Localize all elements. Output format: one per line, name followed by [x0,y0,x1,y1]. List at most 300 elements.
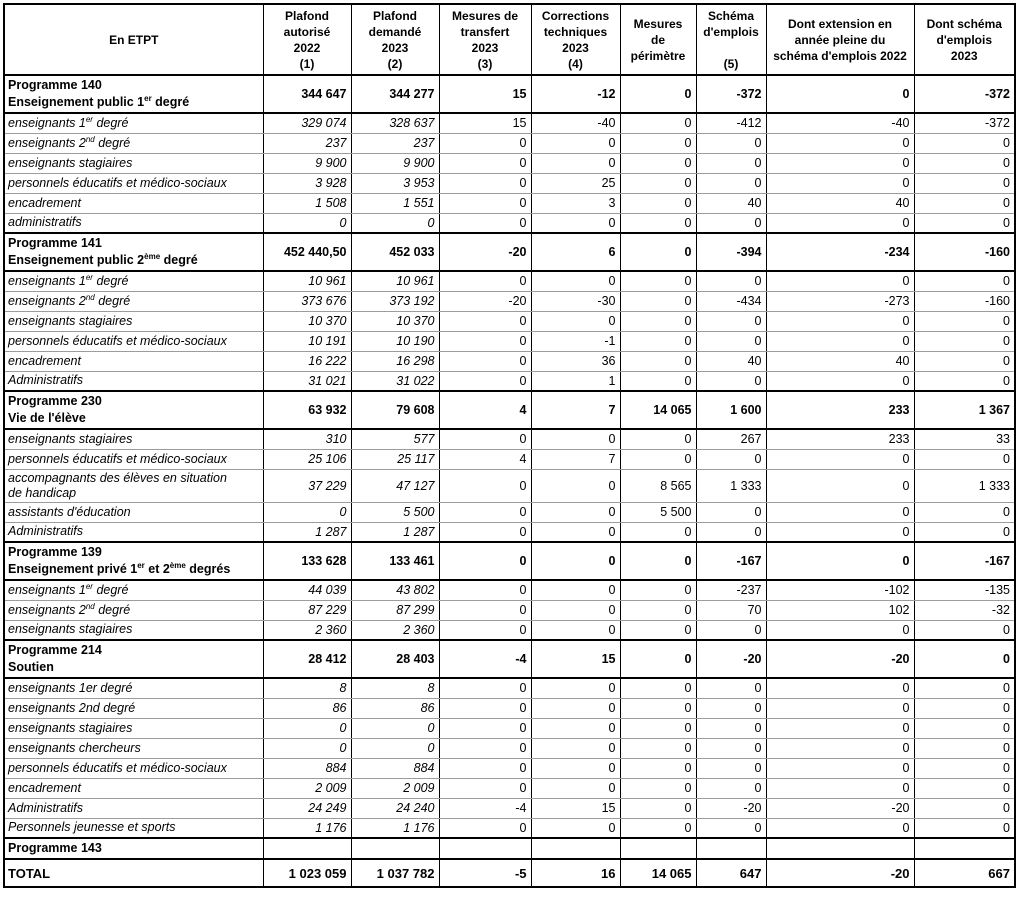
p214-stagiaires-value-extension-annee-pleine-2022: 0 [766,718,914,738]
p214-jeunesse-sports-value-plafond-autorise-2022: 1 176 [263,818,351,838]
table-body [4,75,1015,887]
programme-140-value-schema-emplois: -372 [696,75,766,113]
programme-143-value-schema-emplois-2023 [914,838,1015,859]
p140-medico-sociaux-value-corrections-techniques-2023: 25 [531,173,620,193]
p141-enseignants-1er-value-schema-emplois-2023: 0 [914,271,1015,291]
programme-140-row [4,75,1015,113]
column-header-schema-emplois: Schéma d'emplois (5) [696,4,766,75]
p214-encadrement-row [4,778,1015,798]
p141-stagiaires-value-plafond-demande-2023: 10 370 [351,311,439,331]
p214-enseignants-2nd-value-schema-emplois-2023: 0 [914,698,1015,718]
p214-chercheurs-value-extension-annee-pleine-2022: 0 [766,738,914,758]
total-label: TOTAL [4,859,263,887]
p139-enseignants-1er-value-extension-annee-pleine-2022: -102 [766,580,914,600]
p214-stagiaires-row [4,718,1015,738]
programme-230-row [4,391,1015,429]
p140-administratifs-value-schema-emplois-2023: 0 [914,213,1015,233]
p140-encadrement-row [4,193,1015,213]
programme-139-row [4,542,1015,580]
p214-jeunesse-sports-value-mesures-perimetre: 0 [620,818,696,838]
p140-encadrement-label: encadrement [4,193,263,213]
p140-encadrement-value-mesures-transfert-2023: 0 [439,193,531,213]
column-header-plafond-demande-2023: Plafond demandé 2023 (2) [351,4,439,75]
p230-accompagnants-label: accompagnants des élèves en situation de handicap [4,469,263,502]
p214-enseignants-2nd-value-schema-emplois: 0 [696,698,766,718]
p141-medico-sociaux-value-mesures-perimetre: 0 [620,331,696,351]
p214-chercheurs-value-mesures-transfert-2023: 0 [439,738,531,758]
programme-141-value-mesures-perimetre: 0 [620,233,696,271]
programme-139-value-schema-emplois-2023: -167 [914,542,1015,580]
p214-enseignants-1er-value-corrections-techniques-2023: 0 [531,678,620,698]
p214-administratifs-value-plafond-demande-2023: 24 240 [351,798,439,818]
p230-medico-sociaux-value-schema-emplois: 0 [696,449,766,469]
programme-141-value-schema-emplois-2023: -160 [914,233,1015,271]
p139-stagiaires-value-schema-emplois: 0 [696,620,766,640]
programme-230-value-extension-annee-pleine-2022: 233 [766,391,914,429]
p140-encadrement-value-plafond-demande-2023: 1 551 [351,193,439,213]
p214-enseignants-1er-row [4,678,1015,698]
column-header-extension-annee-pleine-2022: Dont extension en année pleine du schéma d'emplois 2022 [766,4,914,75]
p214-enseignants-1er-value-plafond-demande-2023: 8 [351,678,439,698]
total-value-schema-emplois: 647 [696,859,766,887]
p141-administratifs-value-schema-emplois: 0 [696,371,766,391]
corner-header: En ETPT [4,4,263,75]
p230-medico-sociaux-value-schema-emplois-2023: 0 [914,449,1015,469]
p230-stagiaires-value-corrections-techniques-2023: 0 [531,429,620,449]
p141-enseignants-1er-value-mesures-transfert-2023: 0 [439,271,531,291]
p141-stagiaires-value-mesures-transfert-2023: 0 [439,311,531,331]
p141-medico-sociaux-value-plafond-demande-2023: 10 190 [351,331,439,351]
p140-enseignants-2nd-value-mesures-perimetre: 0 [620,133,696,153]
p214-medico-sociaux-value-mesures-transfert-2023: 0 [439,758,531,778]
p139-enseignants-1er-value-mesures-perimetre: 0 [620,580,696,600]
p140-enseignants-1er-value-schema-emplois-2023: -372 [914,113,1015,133]
p230-assistants-row [4,502,1015,522]
p140-enseignants-1er-value-mesures-perimetre: 0 [620,113,696,133]
total-value-plafond-autorise-2022: 1 023 059 [263,859,351,887]
p230-stagiaires-value-schema-emplois: 267 [696,429,766,449]
p214-jeunesse-sports-value-plafond-demande-2023: 1 176 [351,818,439,838]
p141-encadrement-value-extension-annee-pleine-2022: 40 [766,351,914,371]
programme-214-value-schema-emplois-2023: 0 [914,640,1015,678]
p140-administratifs-value-plafond-demande-2023: 0 [351,213,439,233]
p214-enseignants-1er-value-extension-annee-pleine-2022: 0 [766,678,914,698]
programme-143-value-plafond-autorise-2022 [263,838,351,859]
p140-enseignants-2nd-value-plafond-demande-2023: 237 [351,133,439,153]
p140-stagiaires-value-plafond-demande-2023: 9 900 [351,153,439,173]
p214-encadrement-value-mesures-transfert-2023: 0 [439,778,531,798]
programme-139-value-mesures-transfert-2023: 0 [439,542,531,580]
p230-medico-sociaux-value-plafond-demande-2023: 25 117 [351,449,439,469]
column-header-schema-emplois-2023: Dont schéma d'emplois 2023 [914,4,1015,75]
p140-enseignants-1er-value-schema-emplois: -412 [696,113,766,133]
programme-140-value-plafond-demande-2023: 344 277 [351,75,439,113]
p214-chercheurs-value-plafond-autorise-2022: 0 [263,738,351,758]
p230-assistants-value-mesures-perimetre: 5 500 [620,502,696,522]
total-value-schema-emplois-2023: 667 [914,859,1015,887]
p214-medico-sociaux-value-schema-emplois-2023: 0 [914,758,1015,778]
p139-enseignants-1er-value-schema-emplois-2023: -135 [914,580,1015,600]
p140-medico-sociaux-value-mesures-perimetre: 0 [620,173,696,193]
p141-enseignants-1er-value-corrections-techniques-2023: 0 [531,271,620,291]
p214-enseignants-1er-label: enseignants 1er degré [4,678,263,698]
p214-medico-sociaux-value-plafond-autorise-2022: 884 [263,758,351,778]
programme-140-value-corrections-techniques-2023: -12 [531,75,620,113]
p214-enseignants-2nd-value-plafond-demande-2023: 86 [351,698,439,718]
programme-141-value-extension-annee-pleine-2022: -234 [766,233,914,271]
programme-214-value-plafond-autorise-2022: 28 412 [263,640,351,678]
p141-administratifs-value-mesures-transfert-2023: 0 [439,371,531,391]
p140-enseignants-1er-value-plafond-demande-2023: 328 637 [351,113,439,133]
p140-enseignants-2nd-value-mesures-transfert-2023: 0 [439,133,531,153]
p139-stagiaires-value-mesures-transfert-2023: 0 [439,620,531,640]
p214-jeunesse-sports-value-corrections-techniques-2023: 0 [531,818,620,838]
p230-administratifs-value-mesures-perimetre: 0 [620,522,696,542]
p230-assistants-value-schema-emplois: 0 [696,502,766,522]
p230-medico-sociaux-value-extension-annee-pleine-2022: 0 [766,449,914,469]
p230-stagiaires-value-extension-annee-pleine-2022: 233 [766,429,914,449]
p230-accompagnants-value-plafond-demande-2023: 47 127 [351,469,439,502]
p214-administratifs-value-schema-emplois-2023: 0 [914,798,1015,818]
programme-143-value-corrections-techniques-2023 [531,838,620,859]
p230-stagiaires-value-mesures-perimetre: 0 [620,429,696,449]
p230-medico-sociaux-value-mesures-perimetre: 0 [620,449,696,469]
p214-medico-sociaux-row [4,758,1015,778]
p214-chercheurs-value-corrections-techniques-2023: 0 [531,738,620,758]
p230-administratifs-label: Administratifs [4,522,263,542]
p141-stagiaires-value-extension-annee-pleine-2022: 0 [766,311,914,331]
p139-enseignants-2nd-value-plafond-demande-2023: 87 299 [351,600,439,620]
p230-assistants-value-corrections-techniques-2023: 0 [531,502,620,522]
programme-139-value-plafond-autorise-2022: 133 628 [263,542,351,580]
column-header-plafond-autorise-2022: Plafond autorisé 2022 (1) [263,4,351,75]
total-row [4,859,1015,887]
p214-enseignants-1er-value-mesures-perimetre: 0 [620,678,696,698]
p141-medico-sociaux-value-corrections-techniques-2023: -1 [531,331,620,351]
p141-encadrement-value-schema-emplois-2023: 0 [914,351,1015,371]
p140-administratifs-label: administratifs [4,213,263,233]
p214-jeunesse-sports-value-extension-annee-pleine-2022: 0 [766,818,914,838]
p214-enseignants-2nd-value-corrections-techniques-2023: 0 [531,698,620,718]
p141-medico-sociaux-value-plafond-autorise-2022: 10 191 [263,331,351,351]
p230-assistants-value-mesures-transfert-2023: 0 [439,502,531,522]
p214-chercheurs-value-plafond-demande-2023: 0 [351,738,439,758]
p214-jeunesse-sports-row [4,818,1015,838]
table-header [4,4,1015,75]
p140-stagiaires-value-extension-annee-pleine-2022: 0 [766,153,914,173]
p140-enseignants-2nd-row [4,133,1015,153]
p230-accompagnants-value-schema-emplois: 1 333 [696,469,766,502]
p140-enseignants-2nd-value-corrections-techniques-2023: 0 [531,133,620,153]
programme-214-value-plafond-demande-2023: 28 403 [351,640,439,678]
p140-stagiaires-value-schema-emplois: 0 [696,153,766,173]
p141-enseignants-2nd-value-extension-annee-pleine-2022: -273 [766,291,914,311]
p230-stagiaires-value-mesures-transfert-2023: 0 [439,429,531,449]
programme-141-row [4,233,1015,271]
p214-encadrement-label: encadrement [4,778,263,798]
p141-enseignants-1er-row [4,271,1015,291]
p230-medico-sociaux-label: personnels éducatifs et médico-sociaux [4,449,263,469]
programme-143-value-plafond-demande-2023 [351,838,439,859]
programme-230-value-schema-emplois: 1 600 [696,391,766,429]
p230-assistants-value-extension-annee-pleine-2022: 0 [766,502,914,522]
p141-medico-sociaux-value-extension-annee-pleine-2022: 0 [766,331,914,351]
p141-encadrement-value-plafond-demande-2023: 16 298 [351,351,439,371]
column-header-mesures-transfert-2023: Mesures de transfert 2023 (3) [439,4,531,75]
programme-214-value-corrections-techniques-2023: 15 [531,640,620,678]
p141-administratifs-label: Administratifs [4,371,263,391]
p214-medico-sociaux-value-extension-annee-pleine-2022: 0 [766,758,914,778]
p230-accompagnants-value-extension-annee-pleine-2022: 0 [766,469,914,502]
p214-medico-sociaux-value-mesures-perimetre: 0 [620,758,696,778]
programme-141-value-plafond-demande-2023: 452 033 [351,233,439,271]
p230-accompagnants-value-corrections-techniques-2023: 0 [531,469,620,502]
p141-administratifs-value-plafond-autorise-2022: 31 021 [263,371,351,391]
p214-jeunesse-sports-value-schema-emplois: 0 [696,818,766,838]
p141-medico-sociaux-value-schema-emplois: 0 [696,331,766,351]
p141-administratifs-value-plafond-demande-2023: 31 022 [351,371,439,391]
p214-enseignants-2nd-value-plafond-autorise-2022: 86 [263,698,351,718]
p141-stagiaires-label: enseignants stagiaires [4,311,263,331]
p140-enseignants-2nd-label: enseignants 2nd degré [4,133,263,153]
p230-administratifs-value-plafond-demande-2023: 1 287 [351,522,439,542]
p230-stagiaires-value-plafond-demande-2023: 577 [351,429,439,449]
p139-enseignants-1er-label: enseignants 1er degré [4,580,263,600]
total-value-mesures-perimetre: 14 065 [620,859,696,887]
p214-encadrement-value-corrections-techniques-2023: 0 [531,778,620,798]
p214-enseignants-2nd-value-extension-annee-pleine-2022: 0 [766,698,914,718]
p214-jeunesse-sports-value-schema-emplois-2023: 0 [914,818,1015,838]
p140-administratifs-value-schema-emplois: 0 [696,213,766,233]
p141-enseignants-2nd-value-mesures-transfert-2023: -20 [439,291,531,311]
p141-enseignants-1er-value-mesures-perimetre: 0 [620,271,696,291]
p214-enseignants-1er-value-schema-emplois-2023: 0 [914,678,1015,698]
p214-enseignants-2nd-row [4,698,1015,718]
p139-stagiaires-label: enseignants stagiaires [4,620,263,640]
p141-encadrement-value-corrections-techniques-2023: 36 [531,351,620,371]
programme-139-label: Programme 139 Enseignement privé 1er et 2ème degrés [4,542,263,580]
p140-administratifs-value-mesures-perimetre: 0 [620,213,696,233]
p230-administratifs-value-corrections-techniques-2023: 0 [531,522,620,542]
column-header-corrections-techniques-2023: Corrections techniques 2023 (4) [531,4,620,75]
p141-stagiaires-value-schema-emplois: 0 [696,311,766,331]
p230-medico-sociaux-row [4,449,1015,469]
p141-enseignants-1er-value-extension-annee-pleine-2022: 0 [766,271,914,291]
p230-administratifs-row [4,522,1015,542]
p141-encadrement-value-mesures-perimetre: 0 [620,351,696,371]
p140-stagiaires-row [4,153,1015,173]
p230-accompagnants-value-plafond-autorise-2022: 37 229 [263,469,351,502]
programme-143-label: Programme 143 [4,838,263,859]
p214-medico-sociaux-value-plafond-demande-2023: 884 [351,758,439,778]
programme-139-value-plafond-demande-2023: 133 461 [351,542,439,580]
p230-accompagnants-value-mesures-transfert-2023: 0 [439,469,531,502]
programme-141-label: Programme 141 Enseignement public 2ème degré [4,233,263,271]
programme-141-value-plafond-autorise-2022: 452 440,50 [263,233,351,271]
programme-139-value-schema-emplois: -167 [696,542,766,580]
p139-enseignants-1er-value-plafond-autorise-2022: 44 039 [263,580,351,600]
programme-214-value-extension-annee-pleine-2022: -20 [766,640,914,678]
p230-administratifs-value-schema-emplois-2023: 0 [914,522,1015,542]
p214-encadrement-value-extension-annee-pleine-2022: 0 [766,778,914,798]
p230-medico-sociaux-value-plafond-autorise-2022: 25 106 [263,449,351,469]
p140-encadrement-value-plafond-autorise-2022: 1 508 [263,193,351,213]
programme-214-value-mesures-perimetre: 0 [620,640,696,678]
p140-medico-sociaux-value-mesures-transfert-2023: 0 [439,173,531,193]
total-value-corrections-techniques-2023: 16 [531,859,620,887]
p214-jeunesse-sports-value-mesures-transfert-2023: 0 [439,818,531,838]
p139-enseignants-2nd-value-extension-annee-pleine-2022: 102 [766,600,914,620]
p214-chercheurs-row [4,738,1015,758]
programme-141-value-corrections-techniques-2023: 6 [531,233,620,271]
total-value-extension-annee-pleine-2022: -20 [766,859,914,887]
p141-enseignants-1er-value-plafond-demande-2023: 10 961 [351,271,439,291]
programme-139-value-mesures-perimetre: 0 [620,542,696,580]
programme-140-value-extension-annee-pleine-2022: 0 [766,75,914,113]
p139-enseignants-1er-row [4,580,1015,600]
p214-encadrement-value-schema-emplois: 0 [696,778,766,798]
p141-stagiaires-value-schema-emplois-2023: 0 [914,311,1015,331]
p214-encadrement-value-schema-emplois-2023: 0 [914,778,1015,798]
p141-enseignants-2nd-value-schema-emplois-2023: -160 [914,291,1015,311]
p214-chercheurs-label: enseignants chercheurs [4,738,263,758]
p141-medico-sociaux-value-schema-emplois-2023: 0 [914,331,1015,351]
p214-stagiaires-value-plafond-demande-2023: 0 [351,718,439,738]
p140-enseignants-1er-value-corrections-techniques-2023: -40 [531,113,620,133]
p141-stagiaires-value-mesures-perimetre: 0 [620,311,696,331]
p141-enseignants-1er-label: enseignants 1er degré [4,271,263,291]
p139-enseignants-2nd-value-schema-emplois-2023: -32 [914,600,1015,620]
p141-administratifs-value-extension-annee-pleine-2022: 0 [766,371,914,391]
p214-administratifs-value-mesures-transfert-2023: -4 [439,798,531,818]
programme-214-value-mesures-transfert-2023: -4 [439,640,531,678]
p214-administratifs-label: Administratifs [4,798,263,818]
programme-141-value-mesures-transfert-2023: -20 [439,233,531,271]
p214-chercheurs-value-mesures-perimetre: 0 [620,738,696,758]
p140-administratifs-value-corrections-techniques-2023: 0 [531,213,620,233]
p139-stagiaires-value-mesures-perimetre: 0 [620,620,696,640]
p214-administratifs-value-corrections-techniques-2023: 15 [531,798,620,818]
programme-143-row [4,838,1015,859]
programme-143-value-extension-annee-pleine-2022 [766,838,914,859]
p140-enseignants-1er-row [4,113,1015,133]
p214-administratifs-value-extension-annee-pleine-2022: -20 [766,798,914,818]
p141-enseignants-2nd-value-plafond-autorise-2022: 373 676 [263,291,351,311]
p230-stagiaires-row [4,429,1015,449]
p214-administratifs-value-mesures-perimetre: 0 [620,798,696,818]
p141-enseignants-2nd-value-plafond-demande-2023: 373 192 [351,291,439,311]
p139-stagiaires-row [4,620,1015,640]
programme-230-value-corrections-techniques-2023: 7 [531,391,620,429]
programme-139-value-extension-annee-pleine-2022: 0 [766,542,914,580]
p214-stagiaires-value-schema-emplois-2023: 0 [914,718,1015,738]
p141-enseignants-2nd-value-corrections-techniques-2023: -30 [531,291,620,311]
p230-assistants-value-plafond-autorise-2022: 0 [263,502,351,522]
p230-accompagnants-value-mesures-perimetre: 8 565 [620,469,696,502]
p140-stagiaires-value-plafond-autorise-2022: 9 900 [263,153,351,173]
p141-administratifs-value-mesures-perimetre: 0 [620,371,696,391]
p141-encadrement-row [4,351,1015,371]
p214-encadrement-value-plafond-demande-2023: 2 009 [351,778,439,798]
p230-administratifs-value-extension-annee-pleine-2022: 0 [766,522,914,542]
p141-administratifs-value-corrections-techniques-2023: 1 [531,371,620,391]
p140-enseignants-1er-value-mesures-transfert-2023: 15 [439,113,531,133]
p141-encadrement-value-plafond-autorise-2022: 16 222 [263,351,351,371]
p230-assistants-value-plafond-demande-2023: 5 500 [351,502,439,522]
programme-214-row [4,640,1015,678]
etpt-table [3,3,1016,888]
p214-medico-sociaux-value-schema-emplois: 0 [696,758,766,778]
p230-administratifs-value-mesures-transfert-2023: 0 [439,522,531,542]
p139-enseignants-2nd-value-mesures-perimetre: 0 [620,600,696,620]
programme-143-value-mesures-perimetre [620,838,696,859]
programme-140-value-mesures-transfert-2023: 15 [439,75,531,113]
p214-chercheurs-value-schema-emplois: 0 [696,738,766,758]
p139-stagiaires-value-plafond-autorise-2022: 2 360 [263,620,351,640]
p214-stagiaires-value-mesures-perimetre: 0 [620,718,696,738]
p140-medico-sociaux-value-plafond-demande-2023: 3 953 [351,173,439,193]
p141-administratifs-row [4,371,1015,391]
p230-stagiaires-value-plafond-autorise-2022: 310 [263,429,351,449]
p140-administratifs-value-extension-annee-pleine-2022: 0 [766,213,914,233]
p140-enseignants-1er-value-extension-annee-pleine-2022: -40 [766,113,914,133]
p230-stagiaires-value-schema-emplois-2023: 33 [914,429,1015,449]
p140-enseignants-2nd-value-plafond-autorise-2022: 237 [263,133,351,153]
p139-enseignants-1er-value-schema-emplois: -237 [696,580,766,600]
programme-140-value-schema-emplois-2023: -372 [914,75,1015,113]
p230-accompagnants-value-schema-emplois-2023: 1 333 [914,469,1015,502]
p230-assistants-value-schema-emplois-2023: 0 [914,502,1015,522]
p141-encadrement-value-schema-emplois: 40 [696,351,766,371]
p139-enseignants-2nd-label: enseignants 2nd degré [4,600,263,620]
p230-administratifs-value-schema-emplois: 0 [696,522,766,542]
p141-stagiaires-row [4,311,1015,331]
p140-administratifs-row [4,213,1015,233]
programme-230-label: Programme 230 Vie de l'élève [4,391,263,429]
p140-encadrement-value-schema-emplois: 40 [696,193,766,213]
p230-accompagnants-row [4,469,1015,502]
p140-encadrement-value-corrections-techniques-2023: 3 [531,193,620,213]
p141-stagiaires-value-plafond-autorise-2022: 10 370 [263,311,351,331]
p140-stagiaires-value-mesures-perimetre: 0 [620,153,696,173]
p214-encadrement-value-mesures-perimetre: 0 [620,778,696,798]
p141-medico-sociaux-value-mesures-transfert-2023: 0 [439,331,531,351]
p214-stagiaires-value-corrections-techniques-2023: 0 [531,718,620,738]
p141-enseignants-1er-value-plafond-autorise-2022: 10 961 [263,271,351,291]
programme-230-value-schema-emplois-2023: 1 367 [914,391,1015,429]
p140-stagiaires-label: enseignants stagiaires [4,153,263,173]
p140-encadrement-value-schema-emplois-2023: 0 [914,193,1015,213]
p140-medico-sociaux-value-schema-emplois-2023: 0 [914,173,1015,193]
p214-administratifs-value-plafond-autorise-2022: 24 249 [263,798,351,818]
total-value-plafond-demande-2023: 1 037 782 [351,859,439,887]
p141-enseignants-2nd-label: enseignants 2nd degré [4,291,263,311]
header-row [4,4,1015,75]
p230-medico-sociaux-value-mesures-transfert-2023: 4 [439,449,531,469]
p140-medico-sociaux-value-plafond-autorise-2022: 3 928 [263,173,351,193]
p139-enseignants-1er-value-plafond-demande-2023: 43 802 [351,580,439,600]
p140-medico-sociaux-label: personnels éducatifs et médico-sociaux [4,173,263,193]
p214-stagiaires-label: enseignants stagiaires [4,718,263,738]
programme-139-value-corrections-techniques-2023: 0 [531,542,620,580]
p141-encadrement-label: encadrement [4,351,263,371]
p140-stagiaires-value-schema-emplois-2023: 0 [914,153,1015,173]
p141-encadrement-value-mesures-transfert-2023: 0 [439,351,531,371]
p214-chercheurs-value-schema-emplois-2023: 0 [914,738,1015,758]
p141-administratifs-value-schema-emplois-2023: 0 [914,371,1015,391]
p139-enseignants-1er-value-corrections-techniques-2023: 0 [531,580,620,600]
p214-enseignants-2nd-value-mesures-perimetre: 0 [620,698,696,718]
